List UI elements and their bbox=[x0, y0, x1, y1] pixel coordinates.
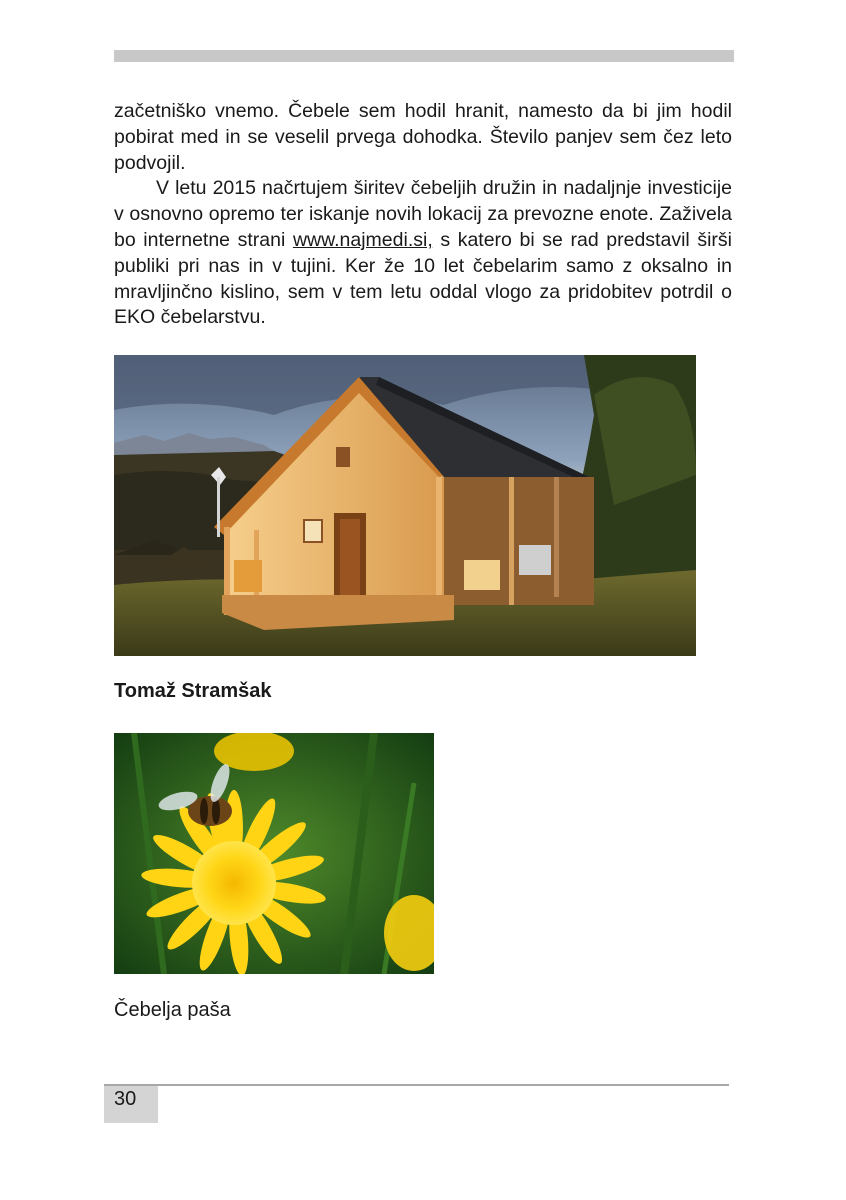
paragraph-2-text-b: s katero bi se rad predstavil širši publiki pri nas in v tujini. Ker že 10 let čebelarim samo z oksalno in mravljinčno kislino, sem v tem letu oddal vlogo za pridobitev potrdil o EKO čebelarstvu. bbox=[114, 228, 732, 329]
body-text bbox=[114, 99, 732, 331]
page-number-box bbox=[104, 1086, 158, 1123]
cabin-photo bbox=[114, 355, 696, 656]
cabin-illustration bbox=[114, 355, 696, 656]
dandelion-bee-photo bbox=[114, 733, 434, 974]
paragraph-1: začetniško vnemo. Čebele sem hodil hranit, namesto da bi jim hodil pobirat med in se veselil prvega dohodka. Število panjev sem čez leto podvojil. bbox=[114, 100, 732, 174]
dandelion-photo-caption: Čebelja paša bbox=[114, 999, 231, 1021]
dandelion-illustration bbox=[114, 733, 434, 974]
header-rule bbox=[114, 50, 734, 62]
paragraph-2 bbox=[114, 176, 732, 331]
website-link[interactable]: www.najmedi.si, bbox=[292, 228, 433, 251]
paragraph-2-text-a: V letu 2015 načrtujem širitev čebeljih družin in nadaljnje investicije v osnovno opremo ter iskanje novih lokacij za prevozne enote. Zaživela bo internetne strani bbox=[114, 177, 732, 251]
page-number: 30 bbox=[114, 1088, 137, 1110]
footer-rule bbox=[104, 1084, 729, 1086]
cabin-photo-caption: Tomaž Stramšak bbox=[114, 680, 272, 702]
